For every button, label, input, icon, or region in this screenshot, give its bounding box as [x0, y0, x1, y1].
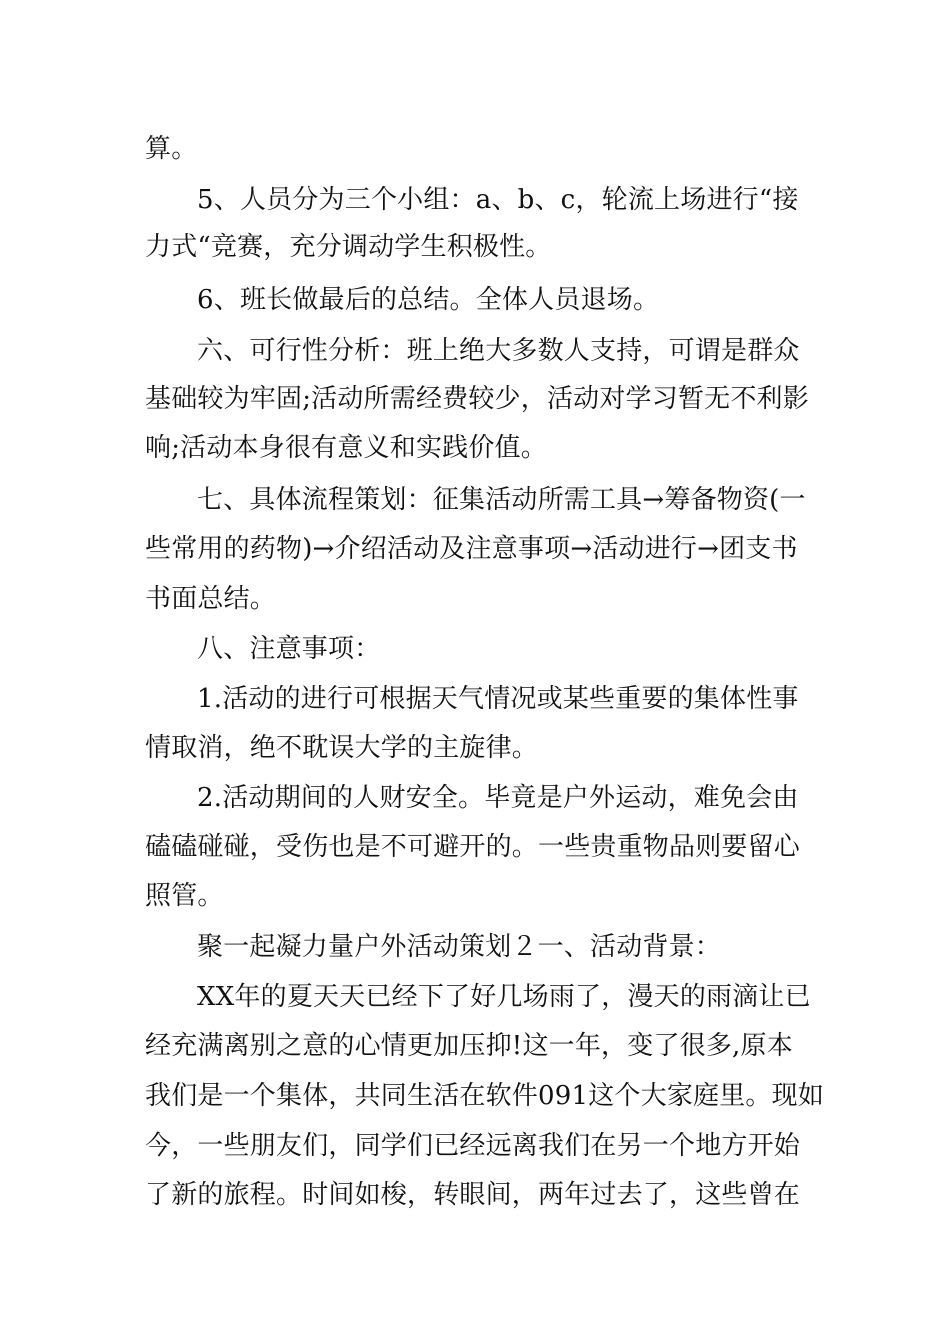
text-line-3: 力式“竞赛，充分调动学生积极性。 [145, 232, 552, 262]
text-line-19: 经充满离别之意的心情更加压抑!这一年，变了很多,原本 [145, 1031, 793, 1061]
text-line-13: 情取消，绝不耽误大学的主旋律。 [145, 733, 539, 763]
text-line-6: 基础较为牢固;活动所需经费较少，活动对学习暂无不利影 [145, 384, 809, 414]
text-line-4: 6、班长做最后的总结。全体人员退场。 [197, 285, 660, 315]
text-line-14: 2.活动期间的人财安全。毕竟是户外运动，难免会由 [197, 783, 799, 813]
text-line-8: 七、具体流程策划：征集活动所需工具→筹备物资(一 [197, 485, 806, 515]
text-line-11: 八、注意事项： [197, 634, 381, 664]
text-line-7: 响;活动本身很有意义和实践价值。 [145, 433, 547, 463]
text-line-10: 书面总结。 [145, 584, 277, 614]
text-line-9: 些常用的药物)→介绍活动及注意事项→活动进行→团支书 [145, 534, 798, 564]
text-line-21: 今，一些朋友们，同学们已经远离我们在另一个地方开始 [145, 1131, 801, 1161]
text-line-17: 聚一起凝力量户外活动策划２一、活动背景： [197, 932, 722, 962]
text-line-15: 磕磕碰碰，受伤也是不可避开的。一些贵重物品则要留心 [145, 832, 801, 862]
text-line-5: 六、可行性分析：班上绝大多数人支持，可谓是群众 [197, 336, 800, 366]
text-line-16: 照管。 [145, 881, 224, 911]
text-line-1: 算。 [145, 134, 198, 164]
text-line-2: 5、人员分为三个小组：a、b、c，轮流上场进行“接 [197, 185, 799, 215]
text-line-18: XX年的夏天天已经下了好几场雨了，漫天的雨滴让已 [197, 982, 811, 1012]
text-line-12: 1.活动的进行可根据天气情况或某些重要的集体性事 [197, 684, 799, 714]
text-line-22: 了新的旅程。时间如梭，转眼间，两年过去了，这些曾在 [145, 1180, 801, 1210]
text-line-20: 我们是一个集体，共同生活在软件091这个大家庭里。现如 [145, 1081, 825, 1111]
